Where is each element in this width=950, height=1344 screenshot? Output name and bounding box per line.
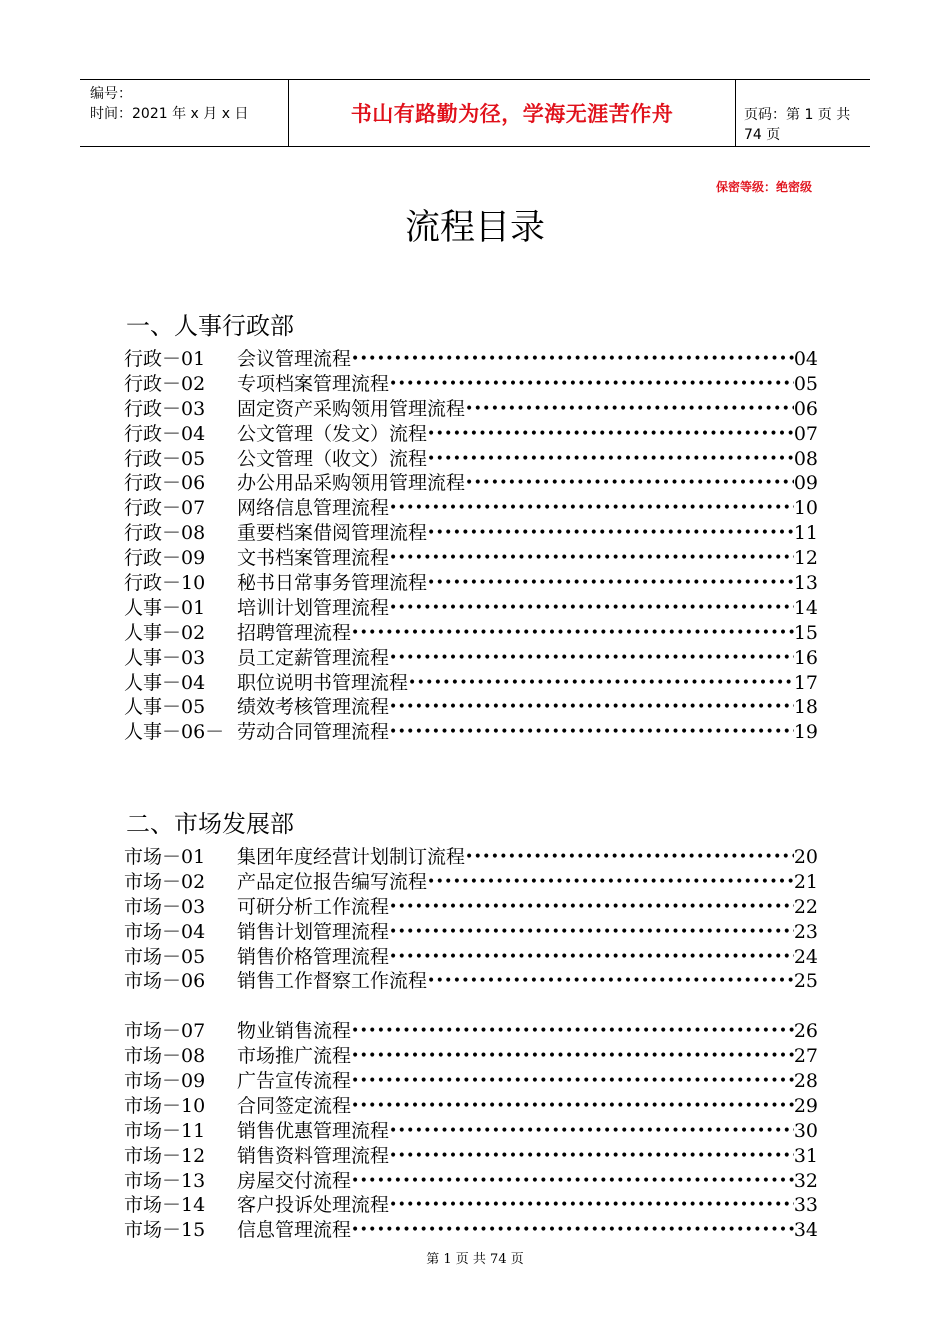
toc-entry-name: 集团年度经营计划制订流程 <box>237 846 466 868</box>
section-heading-hr: 一、人事行政部 <box>126 312 294 340</box>
toc-entry <box>124 845 818 870</box>
toc-entry-code: 行政－02 <box>124 372 206 395</box>
toc-entry-name: 销售计划管理流程 <box>237 920 390 943</box>
toc-leader-dots <box>427 521 794 546</box>
number-label: 编号： <box>90 86 132 102</box>
toc-leader-dots <box>389 646 794 671</box>
toc-entry-page: 07 <box>793 422 818 445</box>
toc-entry-page: 05 <box>793 372 818 395</box>
toc-entry-code: 行政－10 <box>124 572 206 595</box>
toc-leader-dots <box>389 372 794 397</box>
toc-entry-page: 10 <box>793 497 818 520</box>
toc-entry-name: 信息管理流程 <box>237 1219 352 1242</box>
toc-entry-code: 市场－02 <box>124 870 206 893</box>
toc-entry-page: 08 <box>793 447 818 470</box>
toc-entry-page: 11 <box>793 522 818 545</box>
toc-entry-code: 人事－03 <box>124 646 206 669</box>
toc-entry-page: 28 <box>793 1070 818 1093</box>
toc-entry-page: 29 <box>793 1094 818 1117</box>
toc-leader-dots <box>427 870 794 895</box>
toc-leader-dots <box>351 1044 794 1069</box>
toc-entry <box>124 1044 818 1069</box>
toc-leader-dots <box>351 1218 794 1243</box>
toc-leader-dots <box>389 695 794 720</box>
toc-entry-code: 行政－04 <box>124 422 206 445</box>
toc-entry-page: 22 <box>793 895 818 918</box>
time-label: 时间：2021 年 x 月 x 日 <box>90 106 249 122</box>
toc-entry-code: 市场－11 <box>124 1119 206 1142</box>
toc-entry-page: 19 <box>793 721 818 744</box>
toc-entry-name: 办公用品采购领用管理流程 <box>237 472 466 495</box>
toc-entry-code: 行政－07 <box>124 497 206 520</box>
toc-entry-code: 市场－05 <box>124 945 206 968</box>
page-footer: 第 1 页 共 74 页 <box>426 1252 524 1267</box>
toc-entry <box>124 372 818 397</box>
toc-entry <box>124 471 818 496</box>
toc-entry-name: 公文管理（发文）流程 <box>237 422 428 445</box>
toc-entry <box>124 1119 818 1144</box>
toc-entry <box>124 720 818 745</box>
toc-entry-page: 14 <box>793 596 818 619</box>
page-title: 流程目录 <box>404 208 545 248</box>
toc-entry-name: 网络信息管理流程 <box>237 497 390 520</box>
toc-entry-page: 30 <box>793 1119 818 1142</box>
toc-entry-name: 文书档案管理流程 <box>237 547 390 570</box>
toc-entry <box>124 695 818 720</box>
toc-entry-page: 17 <box>793 671 818 694</box>
toc-entry-code: 市场－13 <box>124 1169 206 1192</box>
toc-entry-name: 重要档案借阅管理流程 <box>237 522 428 545</box>
toc-leader-dots <box>408 671 794 696</box>
toc-entry-code: 人事－02 <box>124 621 206 644</box>
toc-entry <box>124 1218 818 1243</box>
toc-entry-page: 34 <box>793 1219 818 1242</box>
toc-entry-name: 公文管理（收文）流程 <box>237 447 428 470</box>
toc-entry <box>124 621 818 646</box>
toc-leader-dots <box>465 397 794 422</box>
toc-entry-page: 16 <box>793 646 818 669</box>
toc-entry-code: 行政－08 <box>124 522 206 545</box>
toc-entry <box>124 1193 818 1218</box>
toc-leader-dots <box>389 895 794 920</box>
secret-level: 保密等级：绝密级 <box>716 180 813 194</box>
toc-entry <box>124 969 818 994</box>
toc-entry-name: 市场推广流程 <box>237 1045 352 1068</box>
toc-leader-dots <box>351 347 794 372</box>
toc-entry <box>124 945 818 970</box>
toc-entry-page: 26 <box>793 1020 818 1043</box>
toc-entry-code: 市场－14 <box>124 1194 206 1217</box>
toc-leader-dots <box>389 596 794 621</box>
toc-list-market <box>124 845 818 1243</box>
toc-entry-name: 广告宣传流程 <box>237 1070 352 1093</box>
header-motto: 书山有路勤为径，学海无涯苦作舟 <box>288 80 736 146</box>
toc-entry <box>124 521 818 546</box>
toc-list-hr <box>124 347 818 745</box>
toc-entry-page: 24 <box>793 945 818 968</box>
toc-entry <box>124 1094 818 1119</box>
toc-entry-page: 18 <box>793 696 818 719</box>
header-meta <box>90 84 248 124</box>
toc-entry-name: 固定资产采购领用管理流程 <box>237 397 466 420</box>
toc-entry-code: 行政－05 <box>124 447 206 470</box>
toc-entry-code: 行政－01 <box>124 348 206 370</box>
toc-entry-page: 33 <box>793 1194 818 1217</box>
toc-entry-name: 销售工作督察工作流程 <box>237 970 428 993</box>
toc-entry-code: 人事－06－ <box>124 721 225 744</box>
toc-entry-name: 客户投诉处理流程 <box>237 1194 390 1217</box>
toc-leader-dots <box>465 845 794 870</box>
toc-leader-dots <box>351 1069 794 1094</box>
toc-leader-dots <box>351 1169 794 1194</box>
toc-leader-dots <box>351 1019 794 1044</box>
toc-leader-dots <box>389 496 794 521</box>
toc-entry-code: 人事－05 <box>124 696 206 719</box>
toc-entry-page: 04 <box>793 348 818 370</box>
toc-entry <box>124 546 818 571</box>
toc-entry-code: 市场－06 <box>124 970 206 993</box>
toc-entry <box>124 895 818 920</box>
toc-entry <box>124 447 818 472</box>
toc-entry <box>124 1019 818 1044</box>
toc-entry <box>124 571 818 596</box>
toc-entry-name: 职位说明书管理流程 <box>237 671 409 694</box>
toc-entry <box>124 671 818 696</box>
header-page-info: 页码：第 1 页 共 74 页 <box>744 107 851 143</box>
toc-leader-dots <box>389 1119 794 1144</box>
toc-entry-name: 培训计划管理流程 <box>237 596 390 619</box>
toc-entry <box>124 496 818 521</box>
toc-leader-dots <box>427 447 794 472</box>
toc-entry <box>124 1144 818 1169</box>
toc-leader-dots <box>351 621 794 646</box>
toc-entry-page: 09 <box>793 472 818 495</box>
toc-entry <box>124 646 818 671</box>
toc-entry <box>124 422 818 447</box>
toc-leader-dots <box>465 471 794 496</box>
toc-entry <box>124 596 818 621</box>
page-header <box>80 79 870 147</box>
toc-leader-dots <box>389 1193 794 1218</box>
toc-entry-code: 行政－09 <box>124 547 206 570</box>
toc-entry-name: 物业销售流程 <box>237 1020 352 1043</box>
section-heading-market: 二、市场发展部 <box>126 810 294 838</box>
toc-leader-dots <box>427 969 794 994</box>
toc-entry-code: 市场－07 <box>124 1020 206 1043</box>
toc-entry-name: 招聘管理流程 <box>237 621 352 644</box>
toc-entry-code: 市场－03 <box>124 895 206 918</box>
toc-entry-code: 市场－15 <box>124 1219 206 1242</box>
toc-entry-name: 专项档案管理流程 <box>237 372 390 395</box>
toc-entry-name: 合同签定流程 <box>237 1094 352 1117</box>
toc-entry-page: 12 <box>793 547 818 570</box>
toc-entry <box>124 1069 818 1094</box>
toc-entry-page: 31 <box>793 1144 818 1167</box>
toc-entry-page: 13 <box>793 572 818 595</box>
toc-leader-dots <box>389 720 794 745</box>
toc-entry-code: 人事－01 <box>124 596 206 619</box>
toc-leader-dots <box>389 1144 794 1169</box>
toc-entry-name: 会议管理流程 <box>237 348 352 370</box>
toc-entry-name: 可研分析工作流程 <box>237 895 390 918</box>
toc-entry <box>124 347 818 372</box>
toc-entry-page: 32 <box>793 1169 818 1192</box>
toc-entry-page: 15 <box>793 621 818 644</box>
toc-entry-page: 23 <box>793 920 818 943</box>
toc-entry-name: 房屋交付流程 <box>237 1169 352 1192</box>
toc-entry-name: 绩效考核管理流程 <box>237 696 390 719</box>
toc-entry-code: 市场－04 <box>124 920 206 943</box>
toc-leader-dots <box>427 422 794 447</box>
toc-entry-code: 人事－04 <box>124 671 206 694</box>
toc-entry-name: 劳动合同管理流程 <box>237 721 390 744</box>
toc-entry-code: 市场－08 <box>124 1045 206 1068</box>
toc-entry-code: 市场－10 <box>124 1094 206 1117</box>
toc-entry-code: 市场－09 <box>124 1070 206 1093</box>
toc-leader-dots <box>351 1094 794 1119</box>
toc-leader-dots <box>389 920 794 945</box>
toc-entry-page: 27 <box>793 1045 818 1068</box>
toc-entry-page: 21 <box>793 870 818 893</box>
toc-entry-page: 06 <box>793 397 818 420</box>
toc-entry-page: 25 <box>793 970 818 993</box>
toc-entry-page: 20 <box>793 846 818 868</box>
toc-entry-name: 员工定薪管理流程 <box>237 646 390 669</box>
toc-leader-dots <box>427 571 794 596</box>
toc-entry-name: 秘书日常事务管理流程 <box>237 572 428 595</box>
toc-entry <box>124 870 818 895</box>
toc-entry <box>124 1169 818 1194</box>
toc-entry <box>124 920 818 945</box>
toc-spacer <box>124 994 818 1019</box>
toc-entry-name: 销售价格管理流程 <box>237 945 390 968</box>
toc-entry-code: 市场－12 <box>124 1144 206 1167</box>
toc-leader-dots <box>389 945 794 970</box>
toc-entry-name: 产品定位报告编写流程 <box>237 870 428 893</box>
toc-leader-dots <box>389 546 794 571</box>
toc-entry-code: 行政－03 <box>124 397 206 420</box>
toc-entry <box>124 397 818 422</box>
toc-entry-name: 销售优惠管理流程 <box>237 1119 390 1142</box>
toc-entry-name: 销售资料管理流程 <box>237 1144 390 1167</box>
toc-entry-code: 市场－01 <box>124 846 206 868</box>
toc-entry-code: 行政－06 <box>124 472 206 495</box>
